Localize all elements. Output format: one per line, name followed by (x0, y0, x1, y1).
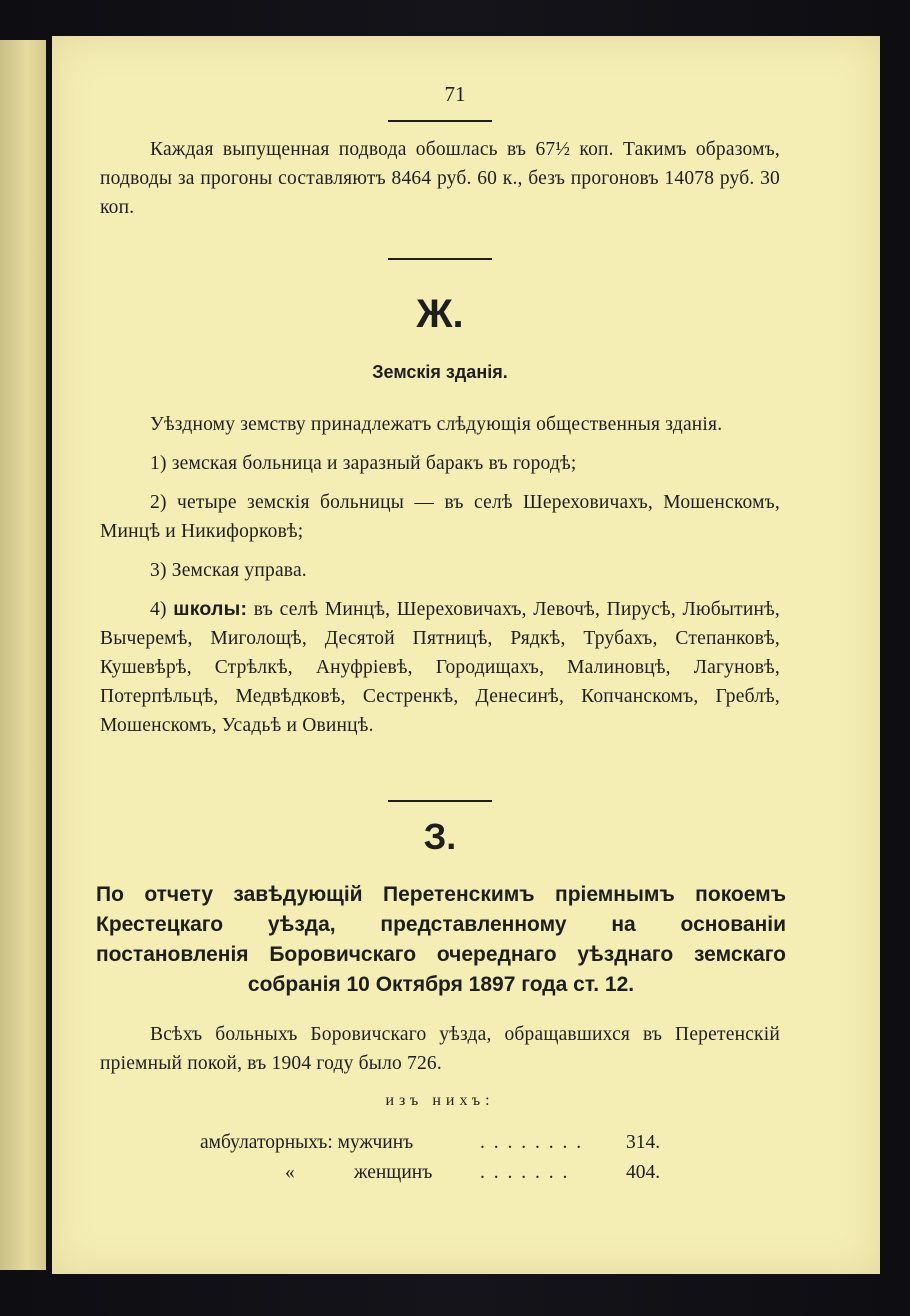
section-letter-z: З. (423, 816, 457, 857)
building-item-4 (100, 595, 780, 740)
section-letter-zh: Ж. (416, 292, 464, 336)
outpatient-women-dots: . . . . . . . (480, 1162, 570, 1183)
outpatient-men-dots: . . . . . . . . (480, 1132, 584, 1153)
building-item-3: 3) Земская управа. (150, 560, 307, 581)
building-item-1: 1) земская больница и заразный баракъ въ городѣ; (150, 453, 577, 474)
buildings-section (100, 410, 780, 740)
outpatient-men-value: 314. (626, 1132, 661, 1153)
outpatient-men-label: амбулаторныхъ: мужчинъ (200, 1132, 414, 1153)
intro-paragraph (100, 135, 780, 222)
building-item-4-label: школы: (173, 598, 248, 620)
section-divider-2 (388, 800, 492, 802)
building-item-2: 2) четыре земскія больницы — въ селѣ Шереховичахъ, Мошенскомъ, Минцѣ и Никифорковѣ; (100, 492, 780, 542)
report-heading: По отчету завѣдующій Перетенскимъ пріемнымъ покоемъ Крестецкаго уѣзда, представленному на основаніи постановленія Боровичскаго очереднаго уѣзднаго земскаго собранія 10 Октября 1897 года ст. 12. (96, 883, 786, 996)
outpatient-women-label: женщинъ (354, 1162, 433, 1183)
patients-paragraph (100, 1020, 780, 1078)
building-item-4-text: въ селѣ Минцѣ, Шереховичахъ, Левочѣ, Пирусѣ, Любытинѣ, Вычеремѣ, Миголощѣ, Десятой Пятницѣ, Рядкѣ, Трубахъ, Степанковѣ, Кушевѣрѣ, Стрѣлкѣ, Ануфріевѣ, Городищахъ, Малиновцѣ, Лагуновѣ, Потерпѣльцѣ, Медвѣдковѣ, Сестренкѣ, Денесинѣ, Копчанскомъ, Греблѣ, Мошенскомъ, Усадьѣ и Овинцѣ. (100, 599, 780, 736)
subheading-of-them: изъ нихъ: (385, 1092, 495, 1109)
previous-page-edge (0, 40, 46, 1270)
outpatient-women-value: 404. (626, 1162, 661, 1183)
page-number-underline (388, 120, 492, 122)
outpatient-women-ditto: « (285, 1162, 295, 1183)
section-title-zemskie-zdaniya: Земскія зданія. (372, 362, 508, 382)
section-divider-1 (388, 258, 492, 260)
buildings-intro: Уѣздному земству принадлежатъ слѣдующія общественныя зданія. (150, 414, 723, 435)
building-item-4-number: 4) (150, 599, 167, 620)
intro-text: Каждая выпущенная подвода обошлась въ 67½ коп. Такимъ образомъ, подводы за прогоны составляютъ 8464 руб. 60 к., безъ прогоновъ 14078 руб. 30 коп. (100, 139, 780, 218)
page-number: 71 (444, 82, 466, 106)
patients-text: Всѣхъ больныхъ Боровичскаго уѣзда, обращавшихся въ Перетенскій пріемный покой, въ 1904 году было 726. (100, 1024, 780, 1074)
